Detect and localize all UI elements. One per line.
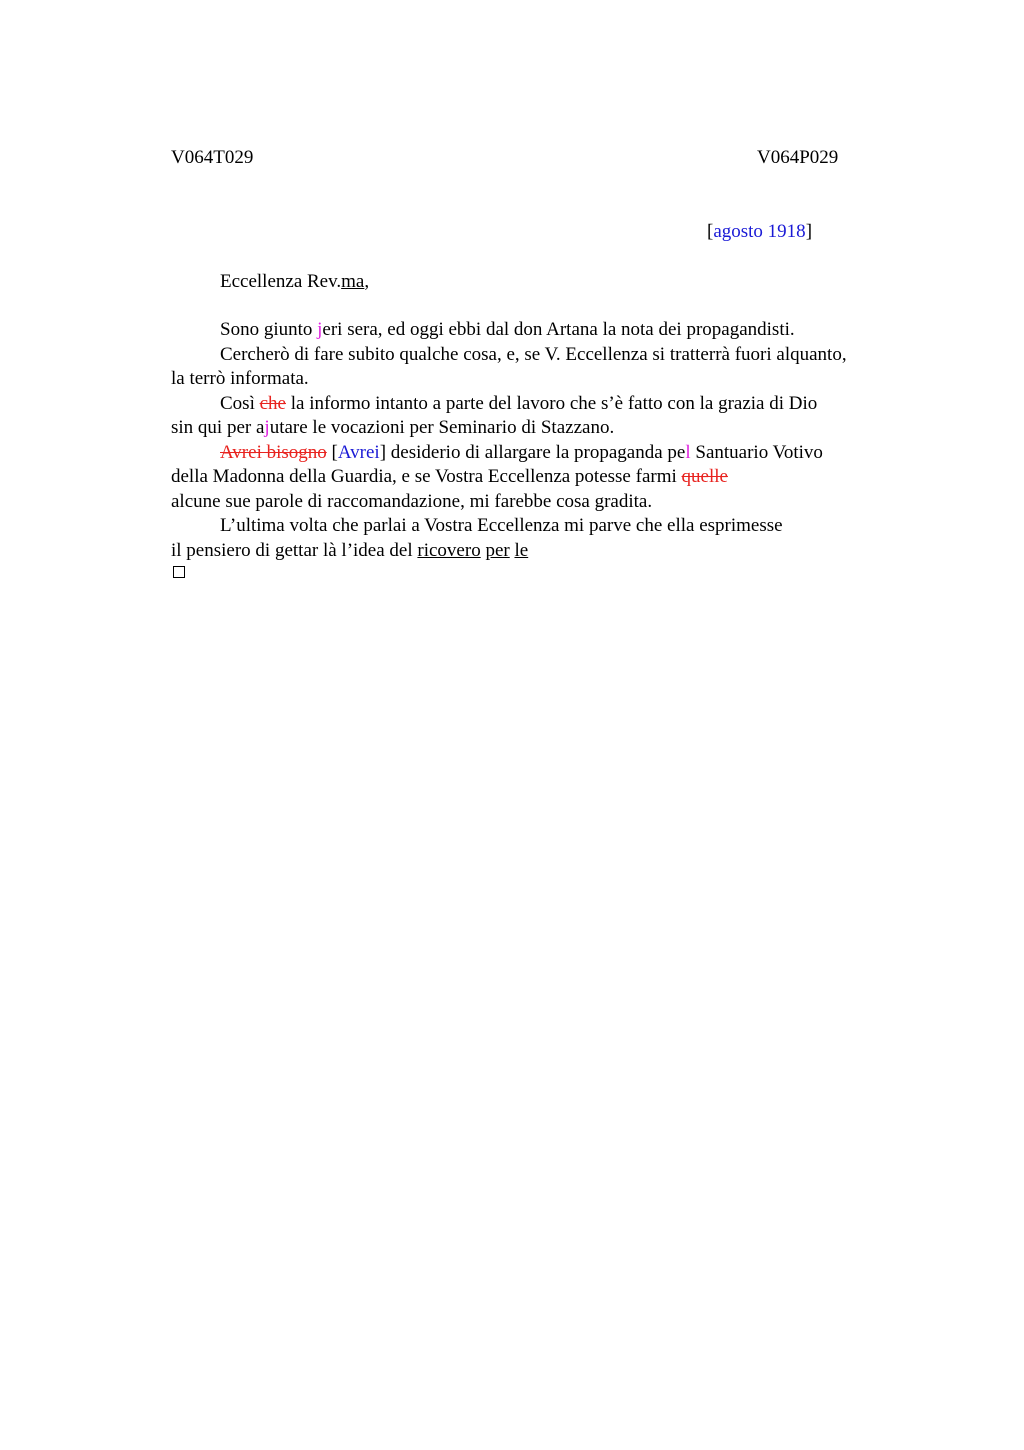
underlined-word: per — [485, 540, 510, 561]
date-line — [707, 220, 812, 244]
text-segment: desiderio di allargare la propaganda pe — [386, 442, 686, 463]
empty-box-icon — [173, 566, 185, 578]
salutation-suffix: ma — [341, 271, 365, 292]
inserted-word: Avrei — [337, 442, 380, 463]
text-line-4 — [220, 392, 817, 416]
document-code-left: V064T029 — [171, 147, 254, 168]
text-line-5 — [171, 416, 614, 440]
text-line-8: alcune sue parole di raccomandazione, mi farebbe cosa gradita. — [171, 491, 653, 512]
text-segment: il pensiero di gettar là l’idea del — [171, 540, 418, 561]
text-line-1 — [220, 318, 795, 342]
salutation-text: Eccellenza Rev. — [220, 271, 342, 292]
text-segment: Santuario Votivo — [690, 442, 823, 463]
text-segment: Sono giunto — [220, 319, 318, 340]
bracket-close: ] — [379, 442, 387, 463]
correction-letter: j — [317, 319, 323, 340]
deleted-word: che — [259, 393, 286, 414]
salutation-comma: , — [364, 271, 370, 292]
underlined-word: ricovero — [417, 540, 481, 561]
deleted-word: quelle — [681, 466, 728, 487]
correction-letter: l — [685, 442, 691, 463]
salutation — [220, 270, 369, 294]
date-bracket-close: ] — [805, 221, 813, 242]
text-line-2: Cercherò di fare subito qualche cosa, e, se V. Eccellenza si tratterrà fuori alquanto, — [220, 344, 847, 365]
text-line-6 — [220, 441, 823, 465]
text-segment: sin qui per a — [171, 417, 265, 438]
underlined-word: le — [514, 540, 529, 561]
text-line-7 — [171, 465, 728, 489]
date-bracket-open: [ — [707, 221, 714, 242]
text-line-9: L’ultima volta che parlai a Vostra Eccellenza mi parve che ella esprimesse — [220, 515, 783, 536]
text-segment: la informo intanto a parte del lavoro che s’è fatto con la grazia di Dio — [285, 393, 818, 414]
text-line-3: la terrò informata. — [171, 368, 309, 389]
text-segment: Così — [220, 393, 260, 414]
correction-letter: j — [264, 417, 270, 438]
deleted-phrase: Avrei bisogno — [220, 442, 327, 463]
bracket-open: [ — [326, 442, 338, 463]
text-segment: eri sera, ed oggi ebbi dal don Artana la nota dei propagandisti. — [322, 319, 795, 340]
document-code-right: V064P029 — [757, 147, 839, 168]
date-text: agosto 1918 — [713, 221, 806, 242]
text-segment: utare le vocazioni per Seminario di Stazzano. — [269, 417, 615, 438]
text-segment: della Madonna della Guardia, e se Vostra Eccellenza potesse farmi — [171, 466, 682, 487]
text-line-10 — [171, 539, 528, 563]
